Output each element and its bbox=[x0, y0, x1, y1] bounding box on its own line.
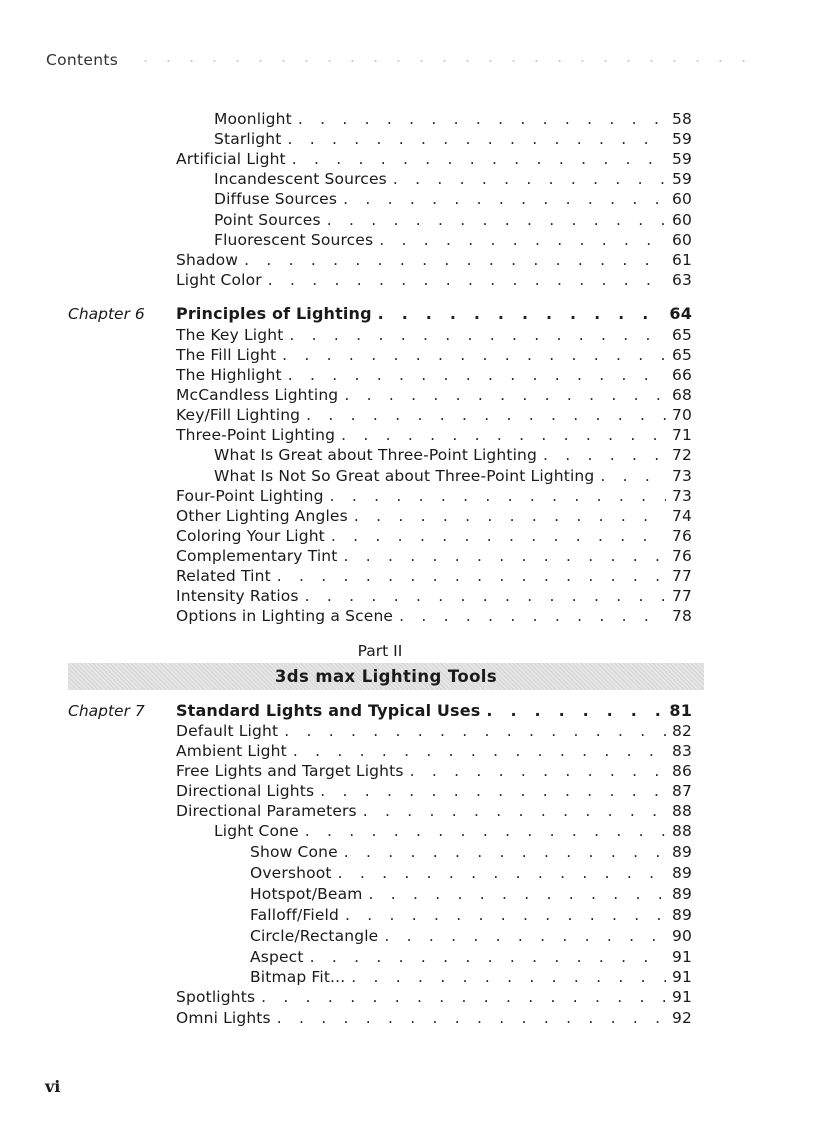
running-header bbox=[46, 51, 756, 71]
toc-entry-bitmap-fit[interactable]: Bitmap Fit... . . . 91 bbox=[250, 967, 692, 987]
toc-entry-intensity-ratios[interactable]: Intensity Ratios . . . 77 bbox=[176, 586, 692, 606]
part-label: Part II bbox=[357, 642, 403, 660]
toc-entry-complementary-tint[interactable]: Complementary Tint . . . 76 bbox=[176, 546, 692, 566]
toc-entry-directional-lights[interactable]: Directional Lights . . . 87 bbox=[176, 781, 692, 801]
toc-entry-falloff-field[interactable]: Falloff/Field . . . 89 bbox=[250, 905, 692, 925]
chapter-7-label: Chapter 7 bbox=[68, 702, 145, 720]
part-title: 3ds max Lighting Tools bbox=[274, 667, 498, 686]
toc-entry-moonlight[interactable]: Moonlight . . . 58 bbox=[214, 109, 692, 129]
toc-entry-three-point-great[interactable]: What Is Great about Three-Point Lighting . . . 72 bbox=[214, 445, 692, 465]
toc-entry-starlight[interactable]: Starlight . . . 59 bbox=[214, 129, 692, 149]
toc-entry-shadow[interactable]: Shadow . . . 61 bbox=[176, 250, 692, 270]
part-banner bbox=[68, 663, 704, 690]
toc-entry-light-cone[interactable]: Light Cone . . . 88 bbox=[214, 821, 692, 841]
toc-entry-ambient-light[interactable]: Ambient Light . . . 83 bbox=[176, 741, 692, 761]
toc-entry-hotspot-beam[interactable]: Hotspot/Beam . . . 89 bbox=[250, 884, 692, 904]
toc-entry-artificial-light[interactable]: Artificial Light . . . 59 bbox=[176, 149, 692, 169]
toc-entry-options-lighting-scene[interactable]: Options in Lighting a Scene . . . 78 bbox=[176, 606, 692, 626]
chapter-6-title-entry[interactable]: Principles of Lighting . . . 64 bbox=[176, 304, 692, 324]
toc-entry-circle-rectangle[interactable]: Circle/Rectangle . . . 90 bbox=[250, 926, 692, 946]
header-dotted-rule bbox=[134, 60, 756, 62]
toc-entry-related-tint[interactable]: Related Tint . . . 77 bbox=[176, 566, 692, 586]
toc-entry-diffuse-sources[interactable]: Diffuse Sources . . . 60 bbox=[214, 189, 692, 209]
toc-entry-other-lighting-angles[interactable]: Other Lighting Angles . . . 74 bbox=[176, 506, 692, 526]
toc-entry-fill-light[interactable]: The Fill Light . . . 65 bbox=[176, 345, 692, 365]
toc-entry-directional-parameters[interactable]: Directional Parameters . . . 88 bbox=[176, 801, 692, 821]
toc-entry-highlight[interactable]: The Highlight . . . 66 bbox=[176, 365, 692, 385]
toc-entry-default-light[interactable]: Default Light . . . 82 bbox=[176, 721, 692, 741]
toc-entry-key-fill-lighting[interactable]: Key/Fill Lighting . . . 70 bbox=[176, 405, 692, 425]
toc-entry-fluorescent-sources[interactable]: Fluorescent Sources . . . 60 bbox=[214, 230, 692, 250]
toc-entry-incandescent-sources[interactable]: Incandescent Sources . . . 59 bbox=[214, 169, 692, 189]
toc-entry-omni-lights[interactable]: Omni Lights . . . 92 bbox=[176, 1008, 692, 1028]
running-header-title: Contents bbox=[46, 51, 119, 69]
toc-entry-coloring-your-light[interactable]: Coloring Your Light . . . 76 bbox=[176, 526, 692, 546]
toc-entry-three-point-lighting[interactable]: Three-Point Lighting . . . 71 bbox=[176, 425, 692, 445]
toc-entry-show-cone[interactable]: Show Cone . . . 89 bbox=[250, 842, 692, 862]
chapter-6-label: Chapter 6 bbox=[68, 305, 145, 323]
toc-entry-mccandless-lighting[interactable]: McCandless Lighting . . . 68 bbox=[176, 385, 692, 405]
page-folio: vi bbox=[45, 1077, 61, 1096]
chapter-7-title-entry[interactable]: Standard Lights and Typical Uses . . . 81 bbox=[176, 701, 692, 721]
toc-entry-light-color[interactable]: Light Color . . . 63 bbox=[176, 270, 692, 290]
toc-entry-spotlights[interactable]: Spotlights . . . 91 bbox=[176, 987, 692, 1007]
toc-entry-point-sources[interactable]: Point Sources . . . 60 bbox=[214, 210, 692, 230]
toc-entry-free-target-lights[interactable]: Free Lights and Target Lights . . . 86 bbox=[176, 761, 692, 781]
toc-entry-aspect[interactable]: Aspect . . . 91 bbox=[250, 947, 692, 967]
toc-entry-four-point-lighting[interactable]: Four-Point Lighting . . . 73 bbox=[176, 486, 692, 506]
toc-entry-three-point-not-great[interactable]: What Is Not So Great about Three-Point Lighting . . . 73 bbox=[214, 466, 692, 486]
toc-entry-key-light[interactable]: The Key Light . . . 65 bbox=[176, 325, 692, 345]
toc-entry-overshoot[interactable]: Overshoot . . . 89 bbox=[250, 863, 692, 883]
